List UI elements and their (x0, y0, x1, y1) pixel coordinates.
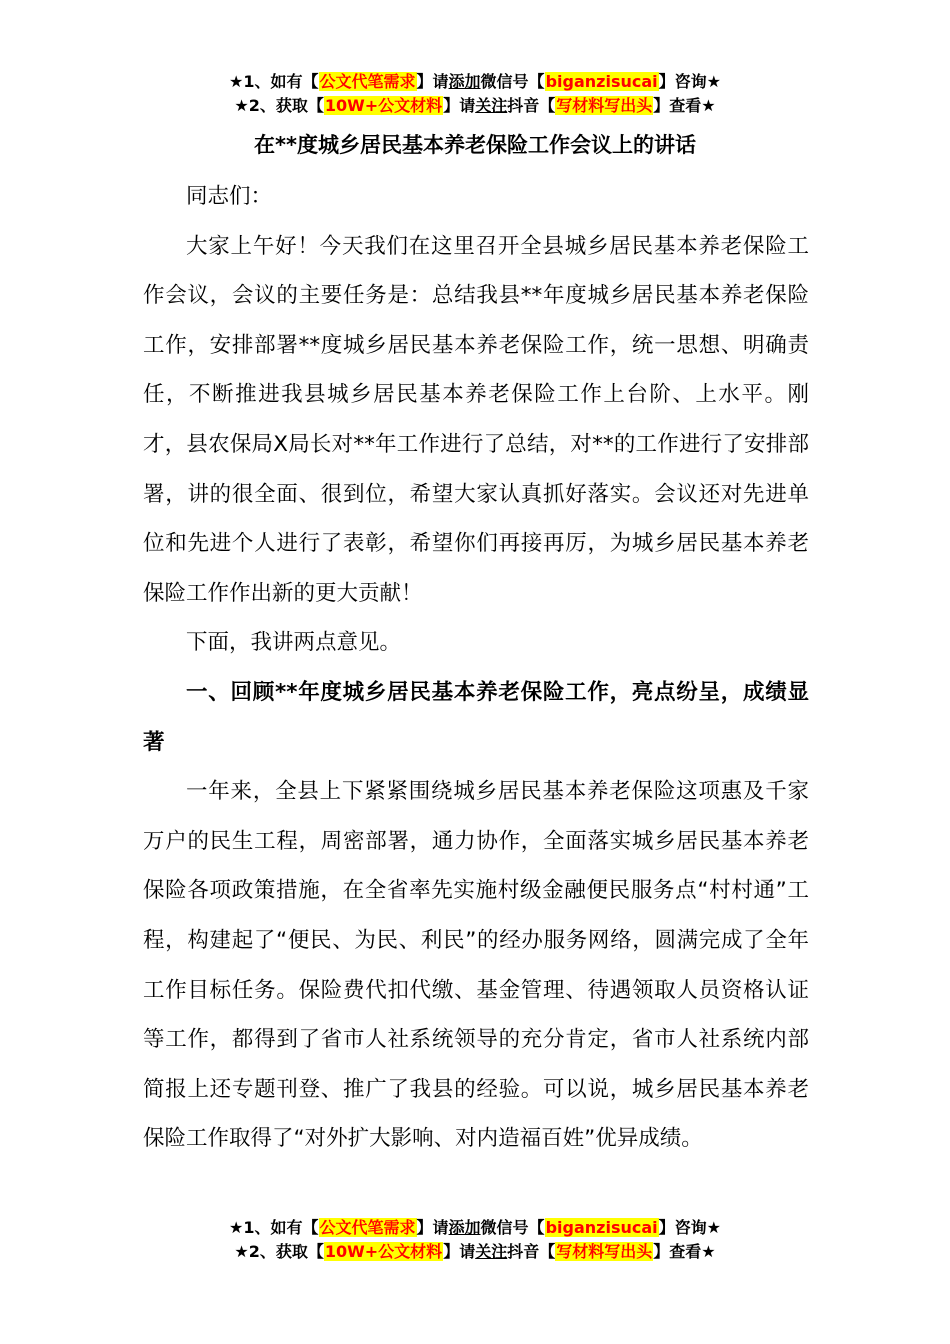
banner-text: 】查看★ (653, 96, 716, 115)
banner-text: 抖音【 (507, 1242, 556, 1261)
banner-text: 】咨询★ (658, 1218, 721, 1237)
banner-line-2 (0, 94, 950, 118)
banner-line-1 (0, 1216, 950, 1240)
banner-text: 】请 (443, 96, 476, 115)
banner-highlight: 公文代笔需求 (319, 72, 416, 91)
paragraph: 下面，我讲两点意见。 (186, 630, 402, 656)
banner-underlined-text: 添加 (448, 72, 481, 91)
banner-text: 】请 (416, 1218, 449, 1237)
banner-text: 】查看★ (653, 1242, 716, 1261)
banner-text: 】请 (443, 1242, 476, 1261)
banner-underlined-text: 添加 (448, 1218, 481, 1237)
banner-highlight: 10W+公文材料 (324, 1242, 443, 1261)
banner-text: ★1、如有【 (229, 72, 319, 91)
banner-highlight: 公文代笔需求 (319, 1218, 416, 1237)
banner-text: 】咨询★ (658, 72, 721, 91)
banner-text: 抖音【 (507, 96, 556, 115)
greeting: 同志们： (186, 184, 273, 209)
banner-underlined-text: 关注 (475, 1242, 508, 1261)
banner-line-2 (0, 1240, 950, 1264)
banner-text: ★1、如有【 (229, 1218, 319, 1237)
banner-line-1 (0, 70, 950, 94)
banner-highlight: 10W+公文材料 (324, 96, 443, 115)
banner-highlight: 写材料写出头 (556, 1242, 653, 1261)
document-title: 在**度城乡居民基本养老保险工作会议上的讲话 (254, 133, 696, 157)
banner-text: 】请 (416, 72, 449, 91)
banner-text: 微信号【 (480, 72, 545, 91)
footer-banner (0, 1216, 950, 1264)
banner-underlined-text: 关注 (475, 96, 508, 115)
banner-highlight: biganzisucai (545, 72, 658, 91)
paragraph: 一年来，全县上下紧紧围绕城乡居民基本养老保险这项惠及千家万户的民生工程，周密部署，通力协作，全面落实城乡居民基本养老保险各项政策措施，在全省率先实施村级金融便民服务点“村村通”工程，构建起了“便民、为民、利民”的经办服务网络，圆满完成了全年工作目标任务。保险费代扣代缴、基金管理、待遇领取人员资格认证等工作，都得到了省市人社系统领导的充分肯定，省市人社系统内部简报上还专题刊登、推广了我县的经验。可以说，城乡居民基本养老保险工作取得了“对外扩大影响、对内造福百姓”优异成绩。 (143, 779, 809, 1152)
document-body (143, 172, 809, 1164)
banner-text: ★2、获取【 (234, 1242, 324, 1261)
banner-highlight: biganzisucai (545, 1218, 658, 1237)
section-heading: 一、回顾**年度城乡居民基本养老保险工作，亮点纷呈，成绩显著 (143, 679, 809, 755)
paragraph: 大家上午好！今天我们在这里召开全县城乡居民基本养老保险工作会议，会议的主要任务是：总结我县**年度城乡居民基本养老保险工作，安排部署**度城乡居民基本养老保险工作，统一思想、明确责任，不断推进我县城乡居民基本养老保险工作上台阶、上水平。刚才，县农保局X局长对**年工作进行了总结，对**的工作进行了安排部署，讲的很全面、很到位，希望大家认真抓好落实。会议还对先进单位和先进个人进行了表彰，希望你们再接再厉，为城乡居民基本养老保险工作作出新的更大贡献！ (143, 233, 809, 606)
banner-highlight: 写材料写出头 (556, 96, 653, 115)
banner-text: 微信号【 (480, 1218, 545, 1237)
banner-text: ★2、获取【 (234, 96, 324, 115)
header-banner (0, 70, 950, 118)
